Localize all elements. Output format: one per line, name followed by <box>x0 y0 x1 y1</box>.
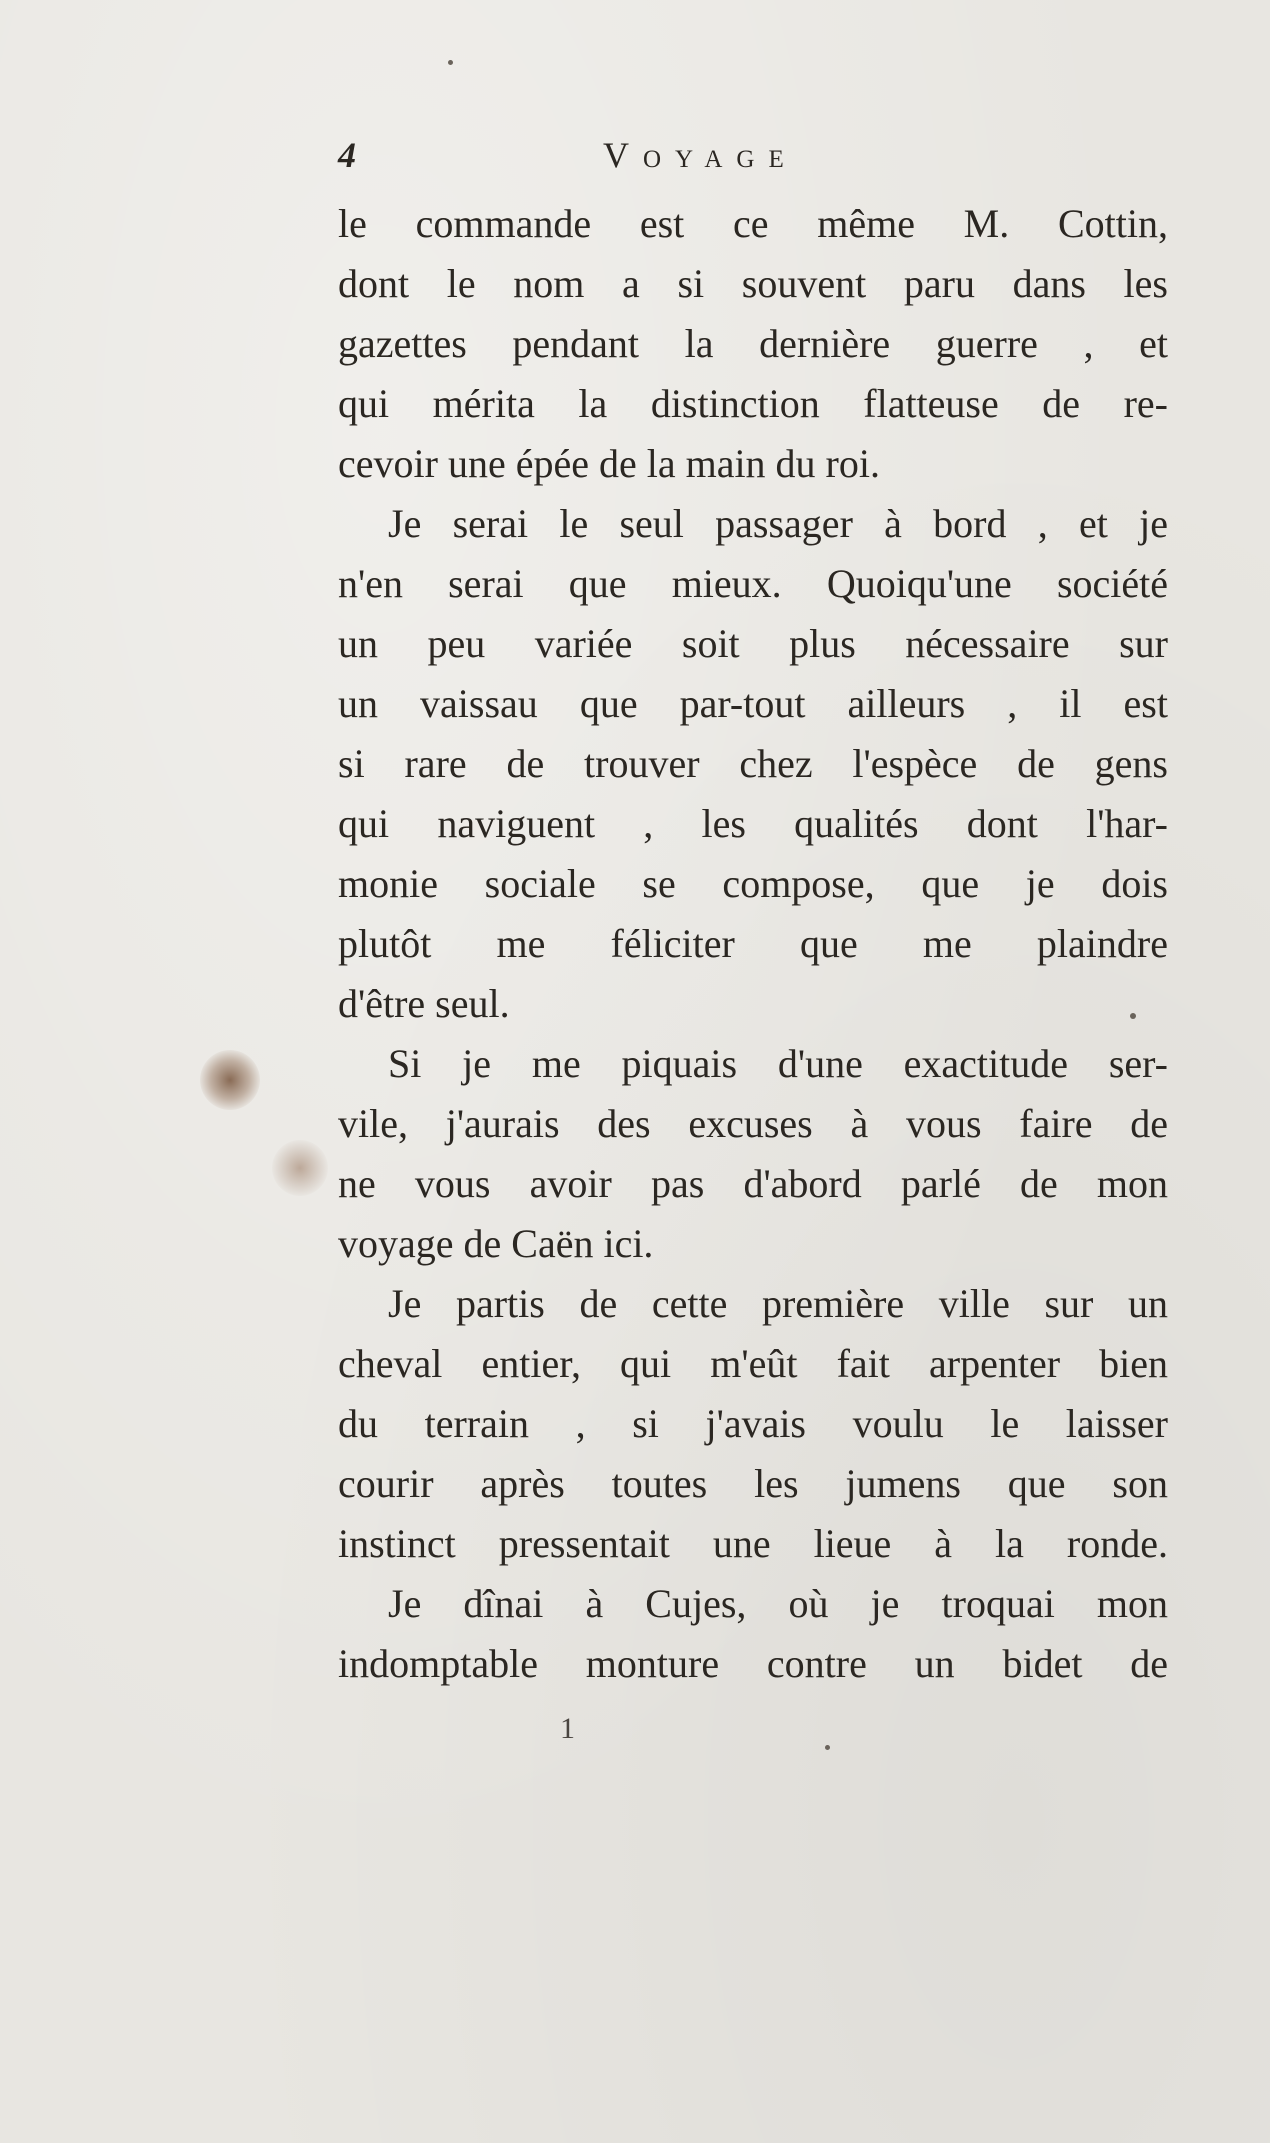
text-line: un peu variée soit plus nécessaire sur <box>338 621 1168 666</box>
page-header <box>338 134 1170 180</box>
text-line: qui naviguent , les qualités dont l'har- <box>338 801 1168 846</box>
text-line: plutôt me féliciter que me plaindre <box>338 921 1168 966</box>
text-line: Si je me piquais d'une exactitude ser- <box>388 1041 1168 1086</box>
text-line: d'être seul. <box>338 981 510 1026</box>
text-line: vile, j'aurais des excuses à vous faire de <box>338 1101 1168 1146</box>
text-line: instinct pressentait une lieue à la ronde. <box>338 1521 1168 1566</box>
text-line: indomptable monture contre un bidet de <box>338 1641 1168 1686</box>
page-number: 4 <box>338 135 356 175</box>
text-line: ne vous avoir pas d'abord parlé de mon <box>338 1161 1168 1206</box>
body-text <box>338 194 1168 1694</box>
foxing-stain <box>200 1050 260 1110</box>
paper-speck <box>825 1745 830 1750</box>
text-line: du terrain , si j'avais voulu le laisser <box>338 1401 1168 1446</box>
text-line: Je partis de cette première ville sur un <box>388 1281 1168 1326</box>
text-line: dont le nom a si souvent paru dans les <box>338 261 1168 306</box>
text-line: un vaissau que par-tout ailleurs , il est <box>338 681 1168 726</box>
paper-speck <box>448 60 453 65</box>
running-head: Voyage <box>603 135 798 175</box>
text-line: si rare de trouver chez l'espèce de gens <box>338 741 1168 786</box>
text-line: n'en serai que mieux. Quoiqu'une société <box>338 561 1168 606</box>
text-line: le commande est ce même M. Cottin, <box>338 201 1168 246</box>
text-line: qui mérita la distinction flatteuse de re- <box>338 381 1168 426</box>
signature-mark: 1 <box>560 1712 575 1745</box>
text-line: voyage de Caën ici. <box>338 1221 654 1266</box>
foxing-stain <box>272 1140 328 1196</box>
text-line: courir après toutes les jumens que son <box>338 1461 1168 1506</box>
text-line: cheval entier, qui m'eût fait arpenter bien <box>338 1341 1168 1386</box>
text-line: gazettes pendant la dernière guerre , et <box>338 321 1168 366</box>
text-line: monie sociale se compose, que je dois <box>338 861 1168 906</box>
text-line: Je serai le seul passager à bord , et je <box>388 501 1168 546</box>
text-line: Je dînai à Cujes, où je troquai mon <box>388 1581 1168 1626</box>
text-line: cevoir une épée de la main du roi. <box>338 441 880 486</box>
